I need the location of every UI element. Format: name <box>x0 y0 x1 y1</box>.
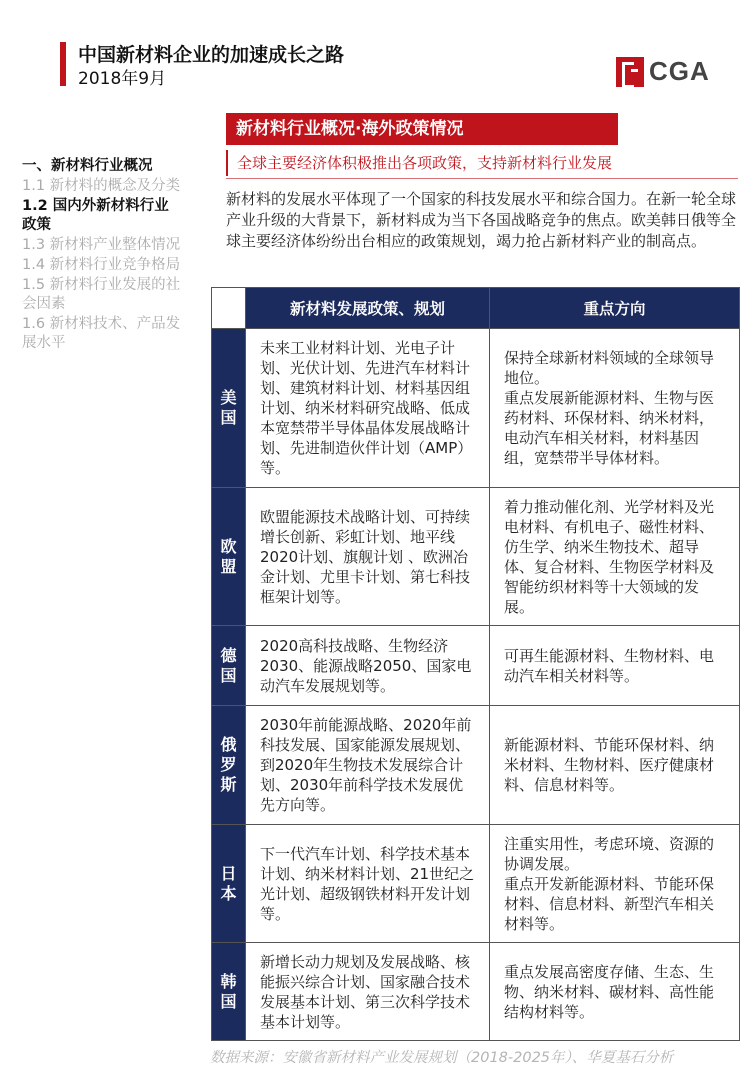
country-cell: 俄罗斯 <box>212 706 246 825</box>
table-corner-cell <box>212 288 246 329</box>
toc-item-1-3[interactable]: 1.3 新材料产业整体情况 <box>22 237 181 253</box>
toc-item-1-5[interactable]: 1.5 新材料行业发展的社会因素 <box>22 277 181 312</box>
country-cell: 美国 <box>212 329 246 488</box>
policy-cell: 未来工业材料计划、光电子计划、光伏计划、先进汽车材料计划、建筑材料计划、材料基因组计划、纳米材料研究战略、低成本宽禁带半导体晶体发展战略计划、先进制造伙伴计划（AMP）等。 <box>246 329 490 488</box>
header-focus: 重点方向 <box>490 288 740 329</box>
section-subtitle: 全球主要经济体积极推出各项政策，支持新材料行业发展 <box>226 150 612 176</box>
country-cell: 德国 <box>212 626 246 706</box>
country-cell: 韩国 <box>212 943 246 1041</box>
focus-cell: 可再生能源材料、生物材料、电动汽车相关材料等。 <box>490 626 740 706</box>
table-row <box>212 825 740 943</box>
report-date: 2018年9月 <box>78 69 167 89</box>
table-row <box>212 626 740 706</box>
logo-text: CGA <box>649 56 710 86</box>
focus-cell: 新能源材料、节能环保材料、纳米材料、生物材料、医疗健康材料、信息材料等。 <box>490 706 740 825</box>
intro-paragraph: 新材料的发展水平体现了一个国家的科技发展水平和综合国力。在新一轮全球产业升级的大背景下，新材料成为当下各国战略竞争的焦点。欧美韩日俄等全球主要经济体纷纷出台相应的政策规划，竭力抢占新材料产业的制高点。 <box>226 190 737 250</box>
toc-heading[interactable]: 一、新材料行业概况 <box>22 158 153 174</box>
country-cell: 日本 <box>212 825 246 943</box>
cga-logo <box>616 56 710 87</box>
table-header-row <box>212 288 740 329</box>
report-title: 中国新材料企业的加速成长之路 <box>78 44 345 66</box>
toc-item-1-4[interactable]: 1.4 新材料行业竞争格局 <box>22 257 181 273</box>
focus-cell: 重点发展高密度存储、生态、生物、纳米材料、碳材料、高性能结构材料等。 <box>490 943 740 1041</box>
country-cell: 欧盟 <box>212 488 246 626</box>
section-title: 新材料行业概况·海外政策情况 <box>226 113 618 145</box>
toc-item-1-6[interactable]: 1.6 新材料技术、产品发展水平 <box>22 316 181 351</box>
focus-cell: 保持全球新材料领域的全球领导地位。 重点发展新能源材料、生物与医药材料、环保材料、纳米材料，电动汽车相关材料，材料基因组，宽禁带半导体材料。 <box>490 329 740 488</box>
subtitle-divider <box>226 178 738 179</box>
policy-cell: 欧盟能源技术战略计划、可持续增长创新、彩虹计划、地平线 2020计划、旗舰计划 、欧洲冶金计划、尤里卡计划、第七科技框架计划等。 <box>246 488 490 626</box>
toc-item-1-1[interactable]: 1.1 新材料的概念及分类 <box>22 178 181 194</box>
table-row <box>212 488 740 626</box>
policy-cell: 2020高科技战略、生物经济2030、能源战略2050、国家电动汽车发展规划等。 <box>246 626 490 706</box>
table-row <box>212 943 740 1041</box>
data-source-note: 数据来源：安徽省新材料产业发展规划（2018-2025年）、华夏基石分析 <box>210 1050 674 1066</box>
toc-item-1-2[interactable]: 1.2 国内外新材料行业政策 <box>22 198 169 233</box>
table-row <box>212 329 740 488</box>
policy-cell: 下一代汽车计划、科学技术基本计划、纳米材料计划、21世纪之光计划、超级钢铁材料开发计划等。 <box>246 825 490 943</box>
policy-table <box>211 287 740 1041</box>
policy-cell: 2030年前能源战略、2020年前科技发展、国家能源发展规划、到2020年生物技术发展综合计划、2030年前科学技术发展优先方向等。 <box>246 706 490 825</box>
toc-sidebar <box>22 157 182 354</box>
header-accent-bar <box>60 42 66 86</box>
policy-cell: 新增长动力规划及发展战略、核能振兴综合计划、国家融合技术发展基本计划、第三次科学技术基本计划等。 <box>246 943 490 1041</box>
logo-mark-icon <box>616 57 644 87</box>
header-policy: 新材料发展政策、规划 <box>246 288 490 329</box>
focus-cell: 注重实用性，考虑环境、资源的协调发展。 重点开发新能源材料、节能环保材料、信息材料、新型汽车相关材料等。 <box>490 825 740 943</box>
table-row <box>212 706 740 825</box>
focus-cell: 着力推动催化剂、光学材料及光电材料、有机电子、磁性材料、仿生学、纳米生物技术、超导体、复合材料、生物医学材料及智能纺织材料等十大领域的发展。 <box>490 488 740 626</box>
